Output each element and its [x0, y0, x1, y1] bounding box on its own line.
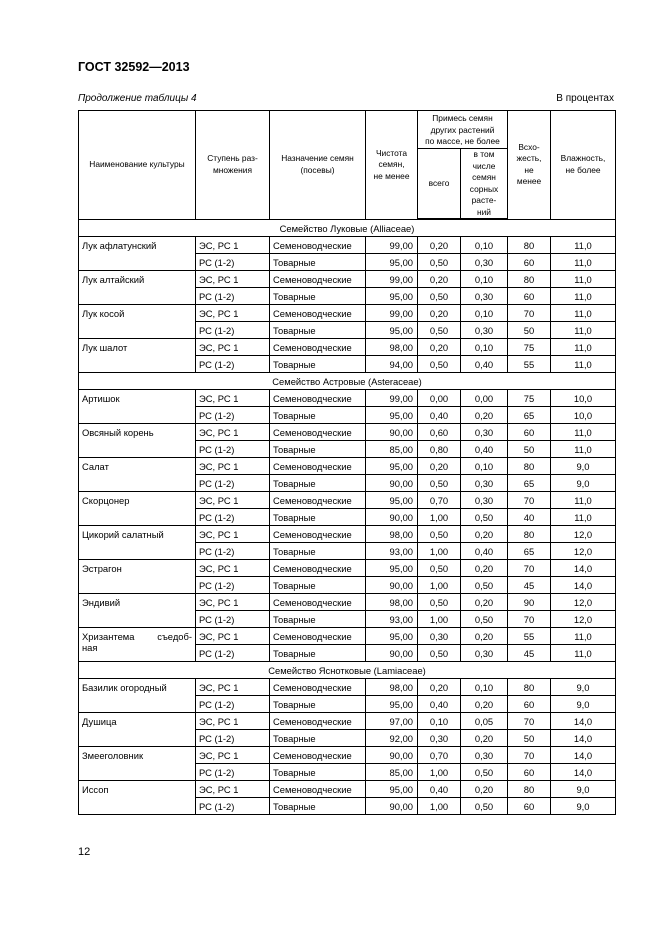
- purity-cell: 95,00: [366, 458, 418, 475]
- moisture-cell: 11,0: [551, 305, 616, 322]
- culture-name: Иссоп: [79, 781, 196, 815]
- germination-cell: 65: [508, 475, 551, 492]
- germination-cell: 70: [508, 305, 551, 322]
- purpose-cell: Товарные: [270, 407, 366, 424]
- purity-cell: 90,00: [366, 509, 418, 526]
- stage-cell: РС (1-2): [196, 696, 270, 713]
- moisture-cell: 14,0: [551, 747, 616, 764]
- admixture-weeds-cell: 0,10: [461, 679, 508, 696]
- admixture-weeds-cell: 0,20: [461, 696, 508, 713]
- purity-cell: 98,00: [366, 679, 418, 696]
- admixture-total-cell: 0,70: [418, 747, 461, 764]
- culture-name: Душица: [79, 713, 196, 747]
- stage-cell: РС (1-2): [196, 254, 270, 271]
- purpose-cell: Семеноводческие: [270, 594, 366, 611]
- germination-cell: 40: [508, 509, 551, 526]
- purity-cell: 99,00: [366, 390, 418, 407]
- admixture-weeds-cell: 0,10: [461, 271, 508, 288]
- moisture-cell: 11,0: [551, 356, 616, 373]
- table-row: [79, 781, 616, 798]
- moisture-cell: 12,0: [551, 526, 616, 543]
- table-row: [79, 594, 616, 611]
- admixture-weeds-cell: 0,30: [461, 747, 508, 764]
- table-row: [79, 390, 616, 407]
- stage-cell: ЭС, РС 1: [196, 594, 270, 611]
- moisture-cell: 11,0: [551, 441, 616, 458]
- stage-cell: РС (1-2): [196, 356, 270, 373]
- admixture-total-cell: 1,00: [418, 543, 461, 560]
- stage-cell: ЭС, РС 1: [196, 271, 270, 288]
- family-row: [79, 662, 616, 679]
- germination-cell: 50: [508, 322, 551, 339]
- stage-cell: ЭС, РС 1: [196, 747, 270, 764]
- admixture-weeds-cell: 0,20: [461, 594, 508, 611]
- moisture-cell: 11,0: [551, 271, 616, 288]
- culture-name: Лук шалот: [79, 339, 196, 373]
- standard-title: ГОСТ 32592—2013: [78, 60, 190, 74]
- header-admixture-weeds: в том числе семян сорных расте- ний: [461, 149, 508, 220]
- germination-cell: 60: [508, 798, 551, 815]
- table-row: [79, 237, 616, 254]
- moisture-cell: 11,0: [551, 339, 616, 356]
- stage-cell: РС (1-2): [196, 798, 270, 815]
- culture-name: Скорцонер: [79, 492, 196, 526]
- culture-name: Лук косой: [79, 305, 196, 339]
- germination-cell: 55: [508, 628, 551, 645]
- admixture-weeds-cell: 0,50: [461, 764, 508, 781]
- moisture-cell: 10,0: [551, 390, 616, 407]
- admixture-total-cell: 0,50: [418, 475, 461, 492]
- purpose-cell: Семеноводческие: [270, 237, 366, 254]
- admixture-total-cell: 0,20: [418, 679, 461, 696]
- admixture-total-cell: 0,40: [418, 407, 461, 424]
- admixture-weeds-cell: 0,50: [461, 798, 508, 815]
- culture-name: Эндивий: [79, 594, 196, 628]
- admixture-total-cell: 0,20: [418, 271, 461, 288]
- admixture-total-cell: 0,30: [418, 730, 461, 747]
- moisture-cell: 11,0: [551, 237, 616, 254]
- purity-cell: 95,00: [366, 492, 418, 509]
- purpose-cell: Товарные: [270, 611, 366, 628]
- moisture-cell: 14,0: [551, 713, 616, 730]
- admixture-weeds-cell: 0,20: [461, 781, 508, 798]
- stage-cell: ЭС, РС 1: [196, 679, 270, 696]
- admixture-total-cell: 0,40: [418, 696, 461, 713]
- moisture-cell: 11,0: [551, 492, 616, 509]
- moisture-cell: 12,0: [551, 594, 616, 611]
- admixture-total-cell: 1,00: [418, 764, 461, 781]
- purity-cell: 95,00: [366, 781, 418, 798]
- moisture-cell: 11,0: [551, 288, 616, 305]
- purpose-cell: Семеноводческие: [270, 271, 366, 288]
- admixture-total-cell: 0,40: [418, 781, 461, 798]
- culture-name: Лук алтайский: [79, 271, 196, 305]
- purpose-cell: Семеноводческие: [270, 492, 366, 509]
- stage-cell: РС (1-2): [196, 577, 270, 594]
- stage-cell: РС (1-2): [196, 475, 270, 492]
- moisture-cell: 9,0: [551, 475, 616, 492]
- purpose-cell: Семеноводческие: [270, 305, 366, 322]
- stage-cell: РС (1-2): [196, 645, 270, 662]
- moisture-cell: 11,0: [551, 254, 616, 271]
- purity-cell: 85,00: [366, 764, 418, 781]
- purity-cell: 95,00: [366, 696, 418, 713]
- purity-cell: 95,00: [366, 254, 418, 271]
- purity-cell: 95,00: [366, 288, 418, 305]
- table-row: [79, 271, 616, 288]
- germination-cell: 80: [508, 271, 551, 288]
- stage-cell: ЭС, РС 1: [196, 560, 270, 577]
- germination-cell: 80: [508, 526, 551, 543]
- germination-cell: 80: [508, 679, 551, 696]
- stage-cell: ЭС, РС 1: [196, 390, 270, 407]
- purpose-cell: Товарные: [270, 509, 366, 526]
- admixture-weeds-cell: 0,50: [461, 577, 508, 594]
- purity-cell: 93,00: [366, 543, 418, 560]
- purity-cell: 99,00: [366, 271, 418, 288]
- table-row: [79, 713, 616, 730]
- stage-cell: РС (1-2): [196, 611, 270, 628]
- moisture-cell: 9,0: [551, 458, 616, 475]
- purpose-cell: Товарные: [270, 288, 366, 305]
- stage-cell: ЭС, РС 1: [196, 526, 270, 543]
- moisture-cell: 14,0: [551, 730, 616, 747]
- admixture-total-cell: 0,50: [418, 594, 461, 611]
- germination-cell: 50: [508, 441, 551, 458]
- stage-cell: РС (1-2): [196, 730, 270, 747]
- germination-cell: 80: [508, 781, 551, 798]
- admixture-total-cell: 0,20: [418, 305, 461, 322]
- purity-cell: 95,00: [366, 407, 418, 424]
- stage-cell: ЭС, РС 1: [196, 628, 270, 645]
- culture-name: Змееголовник: [79, 747, 196, 781]
- germination-cell: 90: [508, 594, 551, 611]
- admixture-weeds-cell: 0,30: [461, 322, 508, 339]
- purity-cell: 97,00: [366, 713, 418, 730]
- header-purpose: Назначение семян (посевы): [270, 111, 366, 220]
- germination-cell: 65: [508, 543, 551, 560]
- germination-cell: 45: [508, 645, 551, 662]
- moisture-cell: 9,0: [551, 781, 616, 798]
- purity-cell: 92,00: [366, 730, 418, 747]
- purity-cell: 95,00: [366, 322, 418, 339]
- admixture-weeds-cell: 0,10: [461, 339, 508, 356]
- purpose-cell: Товарные: [270, 254, 366, 271]
- purpose-cell: Семеноводческие: [270, 424, 366, 441]
- moisture-cell: 11,0: [551, 322, 616, 339]
- germination-cell: 70: [508, 611, 551, 628]
- culture-name-line: Хризантема съедоб-: [82, 631, 192, 642]
- admixture-total-cell: 0,10: [418, 713, 461, 730]
- table-row: [79, 492, 616, 509]
- moisture-cell: 11,0: [551, 509, 616, 526]
- admixture-total-cell: 0,20: [418, 237, 461, 254]
- germination-cell: 70: [508, 560, 551, 577]
- admixture-weeds-cell: 0,40: [461, 356, 508, 373]
- admixture-weeds-cell: 0,30: [461, 475, 508, 492]
- purpose-cell: Товарные: [270, 798, 366, 815]
- germination-cell: 75: [508, 390, 551, 407]
- admixture-total-cell: 1,00: [418, 611, 461, 628]
- purity-cell: 90,00: [366, 424, 418, 441]
- admixture-weeds-cell: 0,00: [461, 390, 508, 407]
- purpose-cell: Семеноводческие: [270, 458, 366, 475]
- germination-cell: 70: [508, 492, 551, 509]
- table-row: [79, 560, 616, 577]
- purity-cell: 98,00: [366, 594, 418, 611]
- stage-cell: ЭС, РС 1: [196, 458, 270, 475]
- purpose-cell: Семеноводческие: [270, 390, 366, 407]
- table-row: [79, 339, 616, 356]
- table-row: [79, 628, 616, 645]
- admixture-total-cell: 0,80: [418, 441, 461, 458]
- header-purity: Чистота семян, не менее: [366, 111, 418, 220]
- moisture-cell: 12,0: [551, 543, 616, 560]
- germination-cell: 75: [508, 339, 551, 356]
- admixture-weeds-cell: 0,10: [461, 237, 508, 254]
- stage-cell: РС (1-2): [196, 764, 270, 781]
- admixture-total-cell: 0,50: [418, 288, 461, 305]
- stage-cell: РС (1-2): [196, 407, 270, 424]
- stage-cell: ЭС, РС 1: [196, 339, 270, 356]
- admixture-total-cell: 0,50: [418, 254, 461, 271]
- family-row: [79, 373, 616, 390]
- purity-cell: 99,00: [366, 237, 418, 254]
- purpose-cell: Товарные: [270, 645, 366, 662]
- moisture-cell: 9,0: [551, 696, 616, 713]
- purpose-cell: Товарные: [270, 577, 366, 594]
- stage-cell: ЭС, РС 1: [196, 237, 270, 254]
- header-admixture: Примесь семян других растений по массе, не более: [418, 111, 508, 149]
- culture-name-line: ная: [82, 642, 98, 653]
- purpose-cell: Товарные: [270, 730, 366, 747]
- purpose-cell: Товарные: [270, 322, 366, 339]
- admixture-total-cell: 1,00: [418, 577, 461, 594]
- table-row: [79, 526, 616, 543]
- family-title: Семейство Астровые (Asteraceae): [79, 373, 616, 390]
- admixture-weeds-cell: 0,20: [461, 730, 508, 747]
- purpose-cell: Товарные: [270, 764, 366, 781]
- admixture-total-cell: 0,50: [418, 645, 461, 662]
- admixture-total-cell: 0,50: [418, 322, 461, 339]
- culture-name: Цикорий салатный: [79, 526, 196, 560]
- purity-cell: 95,00: [366, 560, 418, 577]
- admixture-weeds-cell: 0,40: [461, 441, 508, 458]
- purity-cell: 93,00: [366, 611, 418, 628]
- purpose-cell: Семеноводческие: [270, 560, 366, 577]
- purpose-cell: Семеноводческие: [270, 781, 366, 798]
- culture-name: Овсяный корень: [79, 424, 196, 458]
- purpose-cell: Товарные: [270, 441, 366, 458]
- admixture-total-cell: 0,50: [418, 356, 461, 373]
- purity-cell: 94,00: [366, 356, 418, 373]
- purity-cell: 98,00: [366, 526, 418, 543]
- purity-cell: 90,00: [366, 798, 418, 815]
- culture-name: Эстрагон: [79, 560, 196, 594]
- admixture-weeds-cell: 0,05: [461, 713, 508, 730]
- family-title: Семейство Луковые (Alliaceae): [79, 219, 616, 237]
- culture-name: Базилик огородный: [79, 679, 196, 713]
- germination-cell: 60: [508, 696, 551, 713]
- admixture-weeds-cell: 0,10: [461, 305, 508, 322]
- header-germination: Всхо- жесть, не менее: [508, 111, 551, 220]
- stage-cell: ЭС, РС 1: [196, 781, 270, 798]
- admixture-weeds-cell: 0,30: [461, 424, 508, 441]
- purity-cell: 85,00: [366, 441, 418, 458]
- germination-cell: 60: [508, 424, 551, 441]
- moisture-cell: 12,0: [551, 611, 616, 628]
- purpose-cell: Товарные: [270, 696, 366, 713]
- stage-cell: РС (1-2): [196, 543, 270, 560]
- admixture-total-cell: 1,00: [418, 798, 461, 815]
- header-admixture-total: всего: [418, 149, 461, 220]
- table-row: [79, 424, 616, 441]
- admixture-weeds-cell: 0,20: [461, 407, 508, 424]
- admixture-weeds-cell: 0,20: [461, 526, 508, 543]
- admixture-weeds-cell: 0,30: [461, 645, 508, 662]
- unit-note: В процентах: [556, 93, 614, 104]
- admixture-weeds-cell: 0,30: [461, 492, 508, 509]
- admixture-total-cell: 0,50: [418, 560, 461, 577]
- purity-cell: 90,00: [366, 577, 418, 594]
- table-body: [79, 219, 616, 815]
- admixture-weeds-cell: 0,30: [461, 254, 508, 271]
- purpose-cell: Семеноводческие: [270, 526, 366, 543]
- admixture-total-cell: 0,70: [418, 492, 461, 509]
- germination-cell: 60: [508, 288, 551, 305]
- admixture-weeds-cell: 0,40: [461, 543, 508, 560]
- stage-cell: ЭС, РС 1: [196, 424, 270, 441]
- table-row: [79, 458, 616, 475]
- purpose-cell: Товарные: [270, 475, 366, 492]
- moisture-cell: 9,0: [551, 679, 616, 696]
- purity-cell: 98,00: [366, 339, 418, 356]
- culture-name: Артишок: [79, 390, 196, 424]
- admixture-weeds-cell: 0,50: [461, 509, 508, 526]
- header-culture: Наименование культуры: [79, 111, 196, 220]
- purity-cell: 90,00: [366, 645, 418, 662]
- germination-cell: 70: [508, 713, 551, 730]
- seed-quality-table: [78, 110, 616, 815]
- purpose-cell: Семеноводческие: [270, 747, 366, 764]
- germination-cell: 70: [508, 747, 551, 764]
- purity-cell: 90,00: [366, 475, 418, 492]
- culture-name: Лук афлатунский: [79, 237, 196, 271]
- moisture-cell: 11,0: [551, 424, 616, 441]
- germination-cell: 80: [508, 237, 551, 254]
- moisture-cell: 14,0: [551, 764, 616, 781]
- stage-cell: РС (1-2): [196, 441, 270, 458]
- germination-cell: 55: [508, 356, 551, 373]
- admixture-total-cell: 0,00: [418, 390, 461, 407]
- purity-cell: 99,00: [366, 305, 418, 322]
- germination-cell: 60: [508, 764, 551, 781]
- stage-cell: ЭС, РС 1: [196, 492, 270, 509]
- moisture-cell: 10,0: [551, 407, 616, 424]
- purity-cell: 95,00: [366, 628, 418, 645]
- stage-cell: ЭС, РС 1: [196, 713, 270, 730]
- admixture-weeds-cell: 0,10: [461, 458, 508, 475]
- admixture-weeds-cell: 0,50: [461, 611, 508, 628]
- germination-cell: 45: [508, 577, 551, 594]
- header-moisture: Влажность, не более: [551, 111, 616, 220]
- moisture-cell: 14,0: [551, 577, 616, 594]
- stage-cell: РС (1-2): [196, 322, 270, 339]
- purpose-cell: Семеноводческие: [270, 679, 366, 696]
- culture-name: [79, 628, 196, 662]
- purity-cell: 90,00: [366, 747, 418, 764]
- admixture-total-cell: 0,60: [418, 424, 461, 441]
- germination-cell: 60: [508, 254, 551, 271]
- purpose-cell: Семеноводческие: [270, 713, 366, 730]
- purpose-cell: Товарные: [270, 543, 366, 560]
- admixture-weeds-cell: 0,20: [461, 560, 508, 577]
- table-row: [79, 305, 616, 322]
- moisture-cell: 14,0: [551, 560, 616, 577]
- moisture-cell: 11,0: [551, 645, 616, 662]
- stage-cell: РС (1-2): [196, 288, 270, 305]
- admixture-total-cell: 0,20: [418, 458, 461, 475]
- culture-name: Салат: [79, 458, 196, 492]
- purpose-cell: Семеноводческие: [270, 628, 366, 645]
- purpose-cell: Товарные: [270, 356, 366, 373]
- germination-cell: 65: [508, 407, 551, 424]
- germination-cell: 80: [508, 458, 551, 475]
- admixture-weeds-cell: 0,20: [461, 628, 508, 645]
- stage-cell: ЭС, РС 1: [196, 305, 270, 322]
- admixture-total-cell: 0,30: [418, 628, 461, 645]
- family-row: [79, 219, 616, 237]
- purpose-cell: Семеноводческие: [270, 339, 366, 356]
- table-continuation-caption: Продолжение таблицы 4: [78, 93, 197, 104]
- header-stage: Ступень раз- множения: [196, 111, 270, 220]
- moisture-cell: 9,0: [551, 798, 616, 815]
- germination-cell: 50: [508, 730, 551, 747]
- admixture-total-cell: 1,00: [418, 509, 461, 526]
- admixture-weeds-cell: 0,30: [461, 288, 508, 305]
- page-number: 12: [78, 846, 91, 858]
- stage-cell: РС (1-2): [196, 509, 270, 526]
- table-row: [79, 747, 616, 764]
- table-row: [79, 679, 616, 696]
- family-title: Семейство Яснотковые (Lamiaceae): [79, 662, 616, 679]
- admixture-total-cell: 0,20: [418, 339, 461, 356]
- admixture-total-cell: 0,50: [418, 526, 461, 543]
- moisture-cell: 11,0: [551, 628, 616, 645]
